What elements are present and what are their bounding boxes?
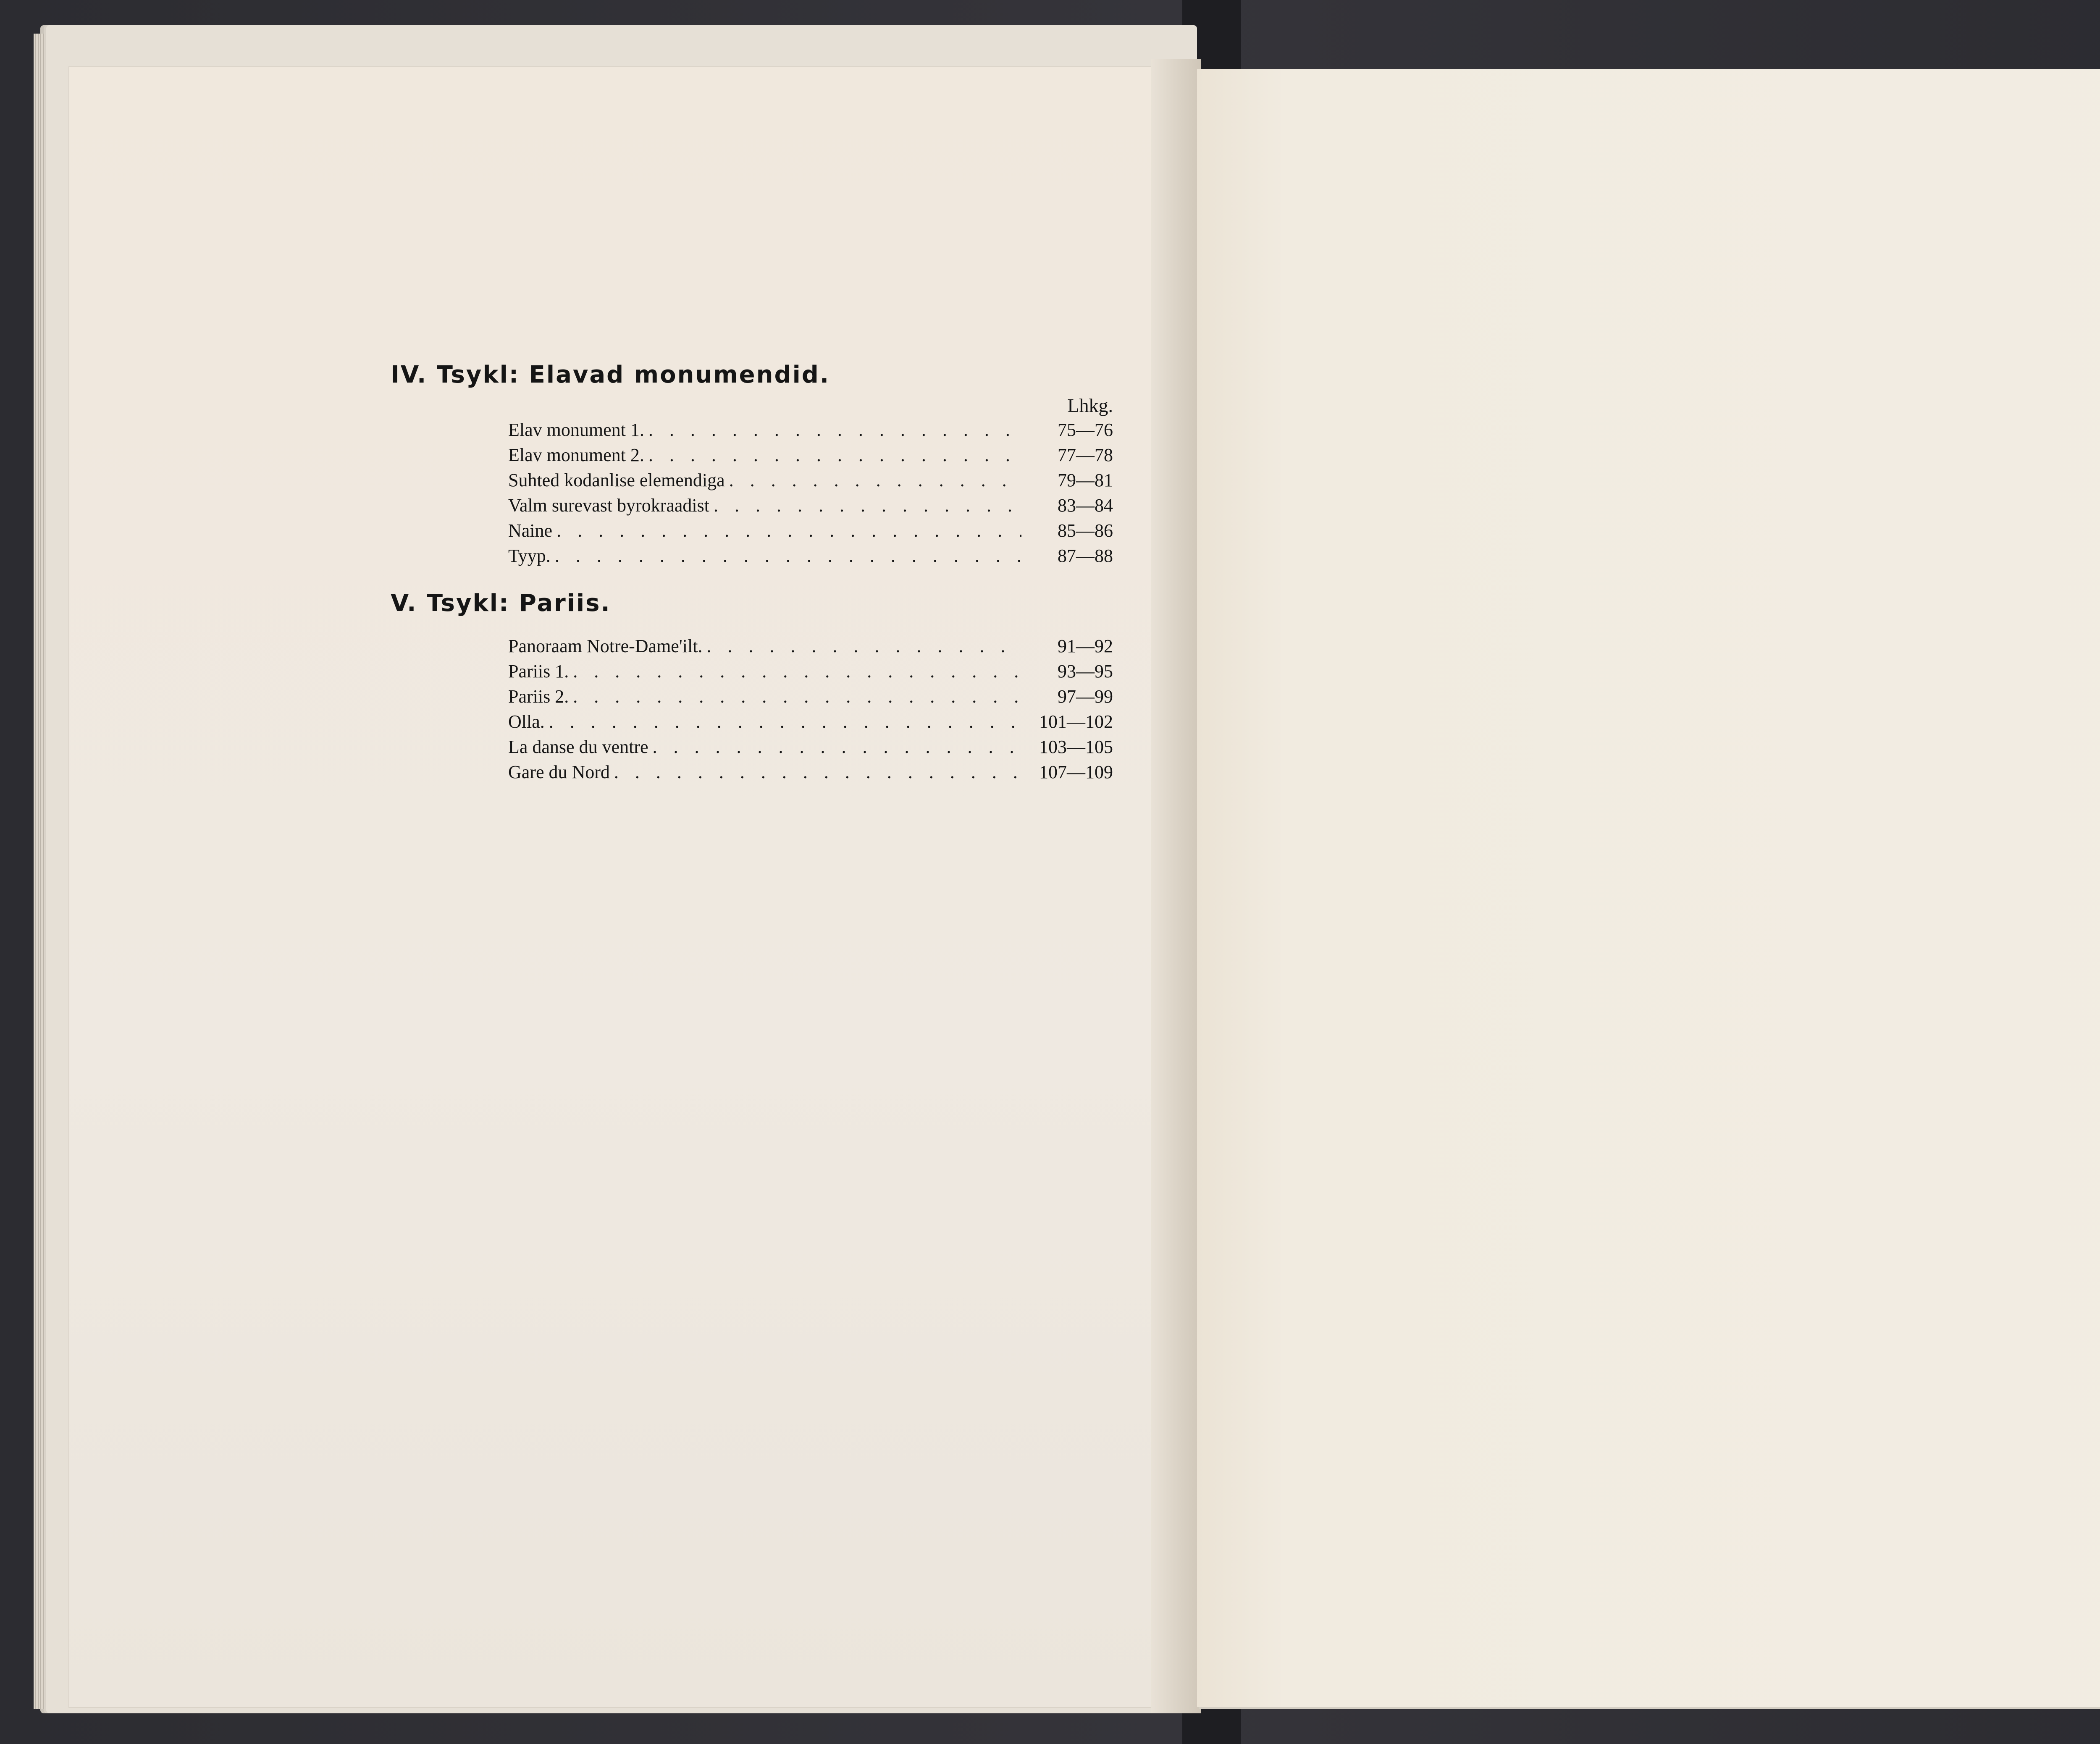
toc-entry-pages: 97—99 <box>1058 686 1113 707</box>
toc-entry-pages: 93—95 <box>1058 661 1113 682</box>
toc-entry-title: Elav monument 1. <box>508 420 644 440</box>
leader-dots <box>729 468 1021 493</box>
leader-dots <box>706 634 1021 659</box>
leader-dots <box>648 417 1021 443</box>
toc-entry-title: Panoraam Notre-Dame'ilt. <box>508 636 703 656</box>
toc-entry-title: Pariis 2. <box>508 686 569 707</box>
toc-entry-title: Elav monument 2. <box>508 445 644 465</box>
toc-entry <box>391 659 1113 684</box>
leader-dots <box>556 518 1021 543</box>
toc-entry-title: Gare du Nord <box>508 762 610 782</box>
toc-entry <box>391 543 1113 569</box>
leader-dots <box>573 684 1021 709</box>
toc-entry-title: Olla. <box>508 711 545 732</box>
right-blank-page <box>1197 69 2100 1707</box>
toc-entry-pages: 79—81 <box>1058 470 1113 490</box>
toc-entry-pages: 85—86 <box>1058 520 1113 541</box>
toc-entry-title: Tyyp. <box>508 545 551 566</box>
toc-entry-title: Pariis 1. <box>508 661 569 682</box>
toc-entry-pages: 87—88 <box>1058 545 1113 566</box>
toc-entry-title: Valm surevast byrokraadist <box>508 495 709 516</box>
toc-entry <box>391 518 1113 543</box>
table-of-contents <box>391 361 1113 785</box>
toc-entry-pages: 101—102 <box>1039 711 1113 732</box>
toc-entry-pages: 75—76 <box>1058 420 1113 440</box>
leader-dots <box>648 443 1021 468</box>
toc-entry <box>391 760 1113 785</box>
toc-entry <box>391 634 1113 659</box>
section-heading-iv: IV. Tsykl: Elavad monumendid. <box>391 361 830 388</box>
toc-entry-title: La danse du ventre <box>508 737 648 757</box>
toc-entry <box>391 493 1113 518</box>
toc-entry <box>391 684 1113 709</box>
toc-entry <box>391 443 1113 468</box>
leader-dots <box>555 543 1021 569</box>
section-heading-v: V. Tsykl: Pariis. <box>391 590 611 617</box>
toc-entry <box>391 417 1113 443</box>
toc-entry-pages: 77—78 <box>1058 445 1113 465</box>
toc-entry-pages: 103—105 <box>1039 737 1113 757</box>
toc-entry <box>391 709 1113 734</box>
toc-entry-pages: 91—92 <box>1058 636 1113 656</box>
book-gutter <box>1151 59 1201 1713</box>
toc-entry-title: Suhted kodanlise elemendiga <box>508 470 725 490</box>
leader-dots <box>614 760 1021 785</box>
left-page <box>69 67 1197 1707</box>
leader-dots <box>549 709 1021 734</box>
page-column-header: Lhkg. <box>1067 395 1113 416</box>
toc-entry <box>391 468 1113 493</box>
leader-dots <box>653 734 1021 760</box>
toc-entry-pages: 83—84 <box>1058 495 1113 516</box>
page-edges <box>34 34 45 1709</box>
toc-entry <box>391 734 1113 760</box>
toc-entry-pages: 107—109 <box>1039 762 1113 782</box>
leader-dots <box>714 493 1021 518</box>
toc-entry-title: Naine <box>508 520 553 541</box>
leader-dots <box>573 659 1021 684</box>
